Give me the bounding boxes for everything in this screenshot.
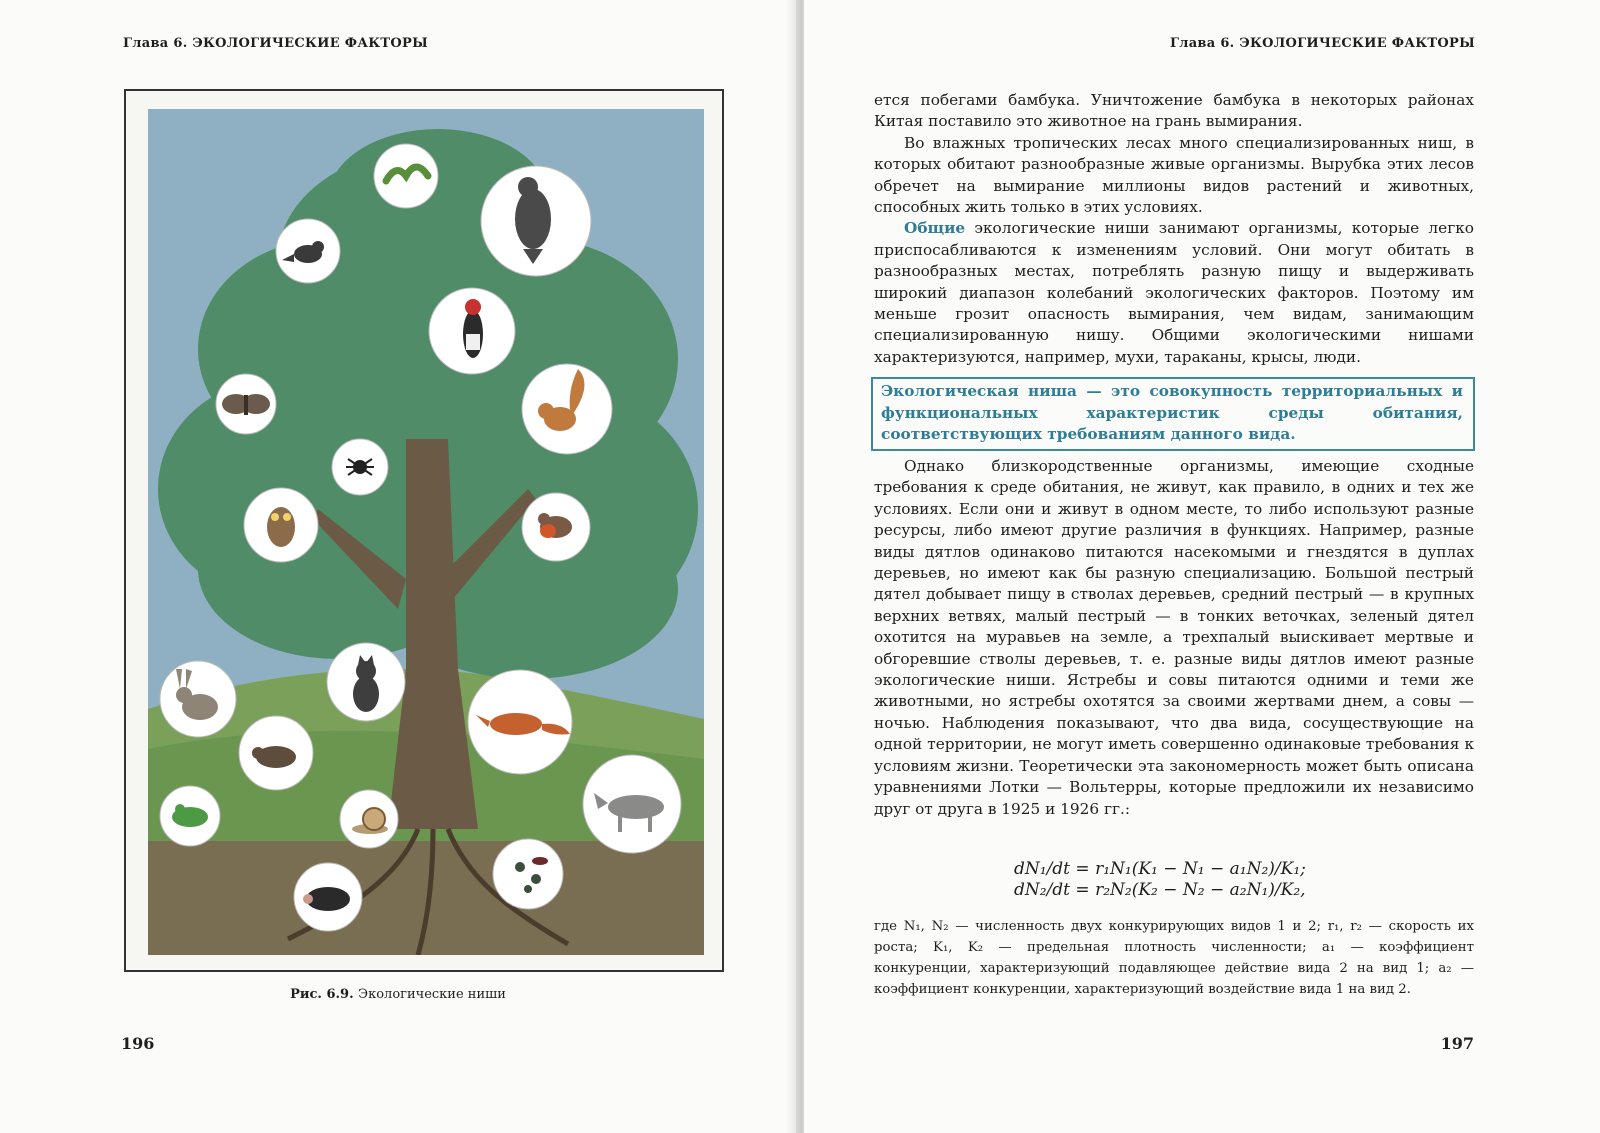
moth-icon (222, 394, 270, 415)
running-head-left: Глава 6. ЭКОЛОГИЧЕСКИЕ ФАКТОРЫ (123, 36, 429, 51)
paragraph-2: Во влажных тропических лесах много специализированных ниш, в которых обитают разнообразные живые организмы. Вырубка этих лесов обречет на вымирание миллионы видов растений и животных, способных жить только в этих условиях. (874, 133, 1474, 217)
lotka-volterra-formula (1014, 859, 1306, 901)
page-number-right: 197 (1440, 1034, 1474, 1053)
paragraph-1: ется побегами бамбука. Уничтожение бамбука в некоторых районах Китая поставило это животное на грань вымирания. (874, 91, 1474, 131)
paragraph-4: Однако близкородственные организмы, имеющие сходные требования к среде обитания, не живут, как правило, в одних и тех же условиях. Если они и живут в одном месте, то либо используют разные ресурсы, либо имеют другие различия в функциях. Например, разные виды дятлов одинаково питаются насекомыми и гнездятся в дуплах деревьев, но имеют как бы разную специализацию. Большой пестрый дятел добывает пищу в стволах деревьев, средний пестрый — в крупных верхних ветвях, малый пестрый — в тонких веточках, зеленый дятел охотится на муравьев на земле, а трехпалый выискивает мертвые и обгоревшие стволы деревьев, т. е. разные виды дятлов имеют разные экологические ниши. Ястребы и совы питаются одними и теми же животными, но ястребы охотятся за своими жертвами днем, а совы — ночью. Наблюдения показывают, что два вида, сосуществующие на одной территории, не могут иметь совершенно одинаковые требования к условиям жизни. Теоретически эта закономерность может быть описана уравнениями Лотки — Вольтерры, которые предложили их независимо друг от друга в 1925 и 1926 гг.: (874, 457, 1474, 818)
caption-text: Экологические ниши (358, 987, 506, 1002)
term-general: Общие (904, 219, 966, 238)
woodpecker-icon (463, 299, 483, 358)
formula-legend: где N₁, N₂ — численность двух конкурирующих видов 1 и 2; r₁, r₂ — скорость их роста; K₁, K₂ — предельная плотность численности; a₁ — коэффициент конкуренции, характеризующий подавляющее действие вида 2 на вид 1; a₂ — коэффициент конкуренции, характеризующий воздействие вида 1 на вид 2. (874, 919, 1474, 997)
figure-caption (0, 987, 796, 1002)
formula-line-1: dN₁/dt = r₁N₁(K₁ − N₁ − a₁N₂)/K₁; (1014, 859, 1306, 879)
caption-label: Рис. 6.9. (290, 987, 354, 1002)
formula-line-2: dN₂/dt = r₂N₂(K₂ − N₂ − a₂N₁)/K₂, (1014, 880, 1306, 900)
figure-ecological-niches (124, 89, 724, 972)
paragraph-3: Общие экологические ниши занимают организмы, которые легко приспосабливаются к изменениям условий. Они могут обитать в разнообразных местах, потреблять разную пищу и выдерживать широкий диапазон колебаний экологических факторов. Поэтому им меньше грозит опасность вымирания, чем видам, занимающим специализированную нишу. Общими экологическими нишами характеризуются, например, мухи, тараканы, крысы, люди. (874, 219, 1474, 366)
body-text-top (874, 90, 1474, 368)
tree-illustration (148, 109, 704, 955)
page-number-left: 196 (121, 1034, 155, 1053)
body-text-main (874, 456, 1474, 820)
owl-icon (267, 507, 295, 547)
spider-icon (346, 459, 374, 475)
left-page (0, 0, 796, 1133)
definition-box: Экологическая ниша — это совокупность территориальных и функциональных характеристик среды обитания, соответствующих требованиям данного вида. (871, 377, 1475, 451)
running-head-right: Глава 6. ЭКОЛОГИЧЕСКИЕ ФАКТОРЫ (1169, 36, 1475, 51)
